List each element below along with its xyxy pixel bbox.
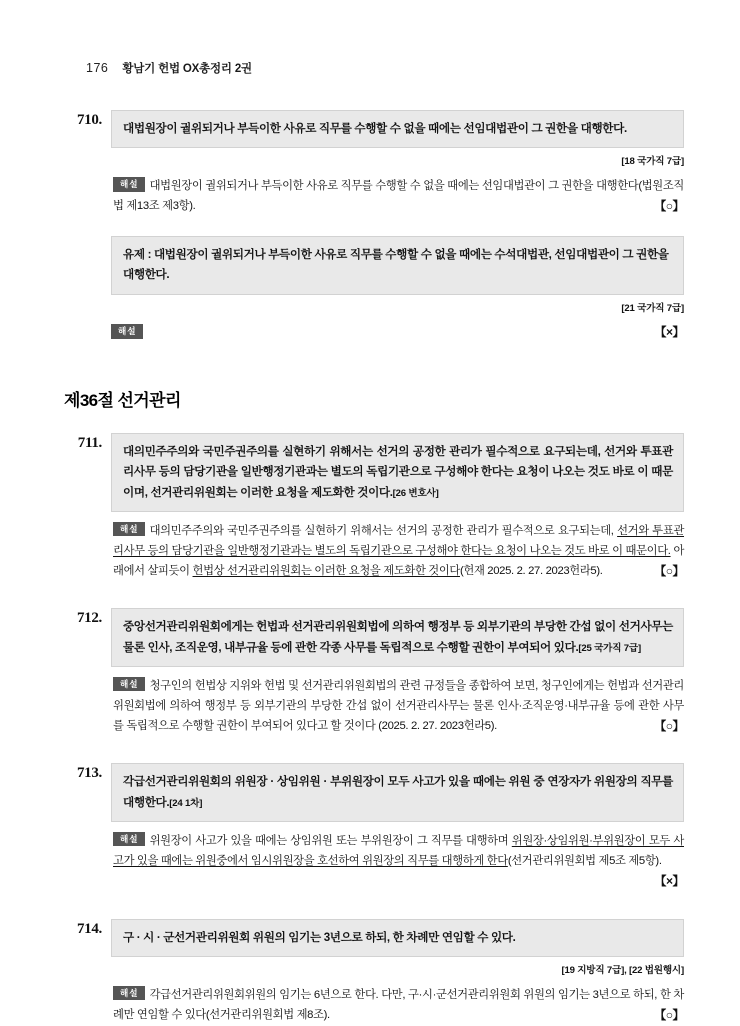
question-source: [24 1차] (169, 797, 203, 809)
question-block (56, 763, 684, 892)
explanation-text (111, 176, 684, 216)
explanation-emphasis: 헌법상 선거관리위원회는 이러한 요청을 제도화한 것이다 (192, 565, 460, 578)
page-header (86, 60, 684, 76)
question-number: 713. (76, 765, 102, 782)
question-stem: 구 · 시 · 군선거관리위원회 위원의 임기는 3년으로 하되, 한 차례만 연임할 수 있다. (111, 919, 684, 957)
question-stem-text: 대의민주주의와 국민주권주의를 실현하기 위해서는 선거의 공정한 관리가 필수적으로 요구되는데, 선거와 투표관리사무 등의 담당기관을 일반행정기관과는 별도의 독립기관으로 구성해야 한다는 요청이 나오는 것도 바로 이 때문이며, 선거관리위원회는 이러한 요청을 제도화한 것이다. (123, 444, 673, 499)
related-question-stem: 유제 : 대법원장이 궐위되거나 부득이한 사유로 직무를 수행할 수 없을 때에는 수석대법관, 선임대법관이 그 권한을 대행한다. (111, 236, 684, 295)
book-title: 황남기 헌법 OX총정리 2권 (122, 63, 252, 75)
explanation-tag: 해설 (111, 324, 143, 338)
answer-mark: 【○】 (654, 564, 684, 579)
answer-mark: 【○】 (654, 1007, 684, 1022)
explanation-tag: 해설 (113, 832, 145, 846)
question-number: 711. (77, 434, 102, 451)
related-question-source: [21 국가직 7급] (621, 302, 684, 314)
explanation-body: 대의민주주의와 국민주권주의를 실현하기 위해서는 선거의 공정한 관리가 필수적으로 요구되는데, (149, 524, 618, 537)
question-source: [25 국가직 7급] (578, 642, 641, 654)
question-stem (111, 763, 684, 822)
explanation-tag: 해설 (113, 986, 145, 1000)
question-stem (111, 608, 684, 667)
question-number: 710. (76, 112, 102, 128)
question-number: 714. (76, 920, 102, 937)
explanation-text (111, 676, 684, 736)
related-explanation-row (111, 323, 684, 340)
explanation-emphasis: 선거와 투표관리사무 등의 담당기관을 일반행정기관과는 별도의 독립기관으로 구성해야 한다는 요청이 나오는 것도 바로 이 때문이다. (113, 524, 685, 557)
explanation-body: (선거관리위원회법 제5조 제5항). (507, 855, 662, 868)
explanation-tag: 해설 (113, 177, 145, 191)
question-source: [26 변호사] (392, 487, 439, 499)
explanation-text (111, 831, 684, 889)
explanation-emphasis: 위원장·상임위원·부위원장이 모두 사고가 있을 때에는 위원중에서 임시위원장을 호선하여 위원장의 직무를 대행하게 한다 (113, 835, 684, 868)
page-number: 176 (86, 61, 109, 75)
explanation-body: 아래에서 살피듯이 (113, 544, 685, 578)
question-number: 712. (76, 610, 102, 627)
explanation-body: 대법원장이 궐위되거나 부득이한 사유로 직무를 수행할 수 없을 때에는 선임대법관이 그 권한을 대행한다(법원조직법 제13조 제3항). (113, 180, 684, 213)
section-heading: 제36절 선거관리 (64, 390, 181, 410)
explanation-body: 위원장이 사고가 있을 때에는 상임위원 또는 부위원장이 그 직무를 대행하며 (149, 835, 512, 848)
explanation-body: 각급선거관리위원회위원의 임기는 6년으로 한다. 다만, 구·시·군선거관리위원회 위원의 임기는 3년으로 하되, 한 차례만 연임할 수 있다(선거관리위원회법 제8조). (113, 988, 684, 1021)
explanation-tag: 해설 (113, 677, 145, 691)
question-block (56, 919, 684, 1026)
question-stem-text: 중앙선거관리위원회에게는 헌법과 선거관리위원회법에 의하여 행정부 등 외부기관의 부당한 간섭 없이 선거사무는 물론 인사, 조직운영, 내부규율 등에 관한 각종 사무를 독립적으로 수행할 권한이 부여되어 있다. (123, 620, 673, 654)
question-stem (111, 433, 684, 512)
explanation-text (111, 521, 684, 581)
question-stem-text: 각급선거관리위원회의 위원장 · 상임위원 · 부위원장이 모두 사고가 있을 때에는 위원 중 연장자가 위원장의 직무를 대행한다. (123, 775, 673, 809)
question-block (56, 110, 684, 340)
answer-mark: 【×】 (654, 874, 684, 889)
explanation-tag: 해설 (113, 522, 145, 536)
question-block (56, 433, 684, 582)
answer-mark: 【×】 (654, 324, 684, 339)
answer-mark: 【○】 (654, 719, 684, 734)
question-source: [19 지방직 7급], [22 법원행시] (561, 964, 684, 976)
explanation-body: (헌재 2025. 2. 27. 2023헌라5). (459, 565, 603, 578)
explanation-body: 청구인의 헌법상 지위와 헌법 및 선거관리위원회법의 관련 규정들을 종합하여 보면, 청구인에게는 헌법과 선거관리위원회법에 의하여 행정부 등 외부기관의 부당한 간섭 없이 선거관리사무는 물론 인사·조직운영·내부규율 등에 관한 사무를 독립적으로 수행할 권한이 부여되어 있다고 할 것이다 (2025. 2. 27. 2023헌라5). (113, 679, 684, 733)
question-stem: 대법원장이 궐위되거나 부득이한 사유로 직무를 수행할 수 없을 때에는 선임대법관이 그 권한을 대행한다. (111, 110, 684, 148)
question-source: [18 국가직 7급] (621, 156, 684, 168)
question-block (56, 608, 684, 737)
answer-mark: 【○】 (654, 199, 684, 214)
